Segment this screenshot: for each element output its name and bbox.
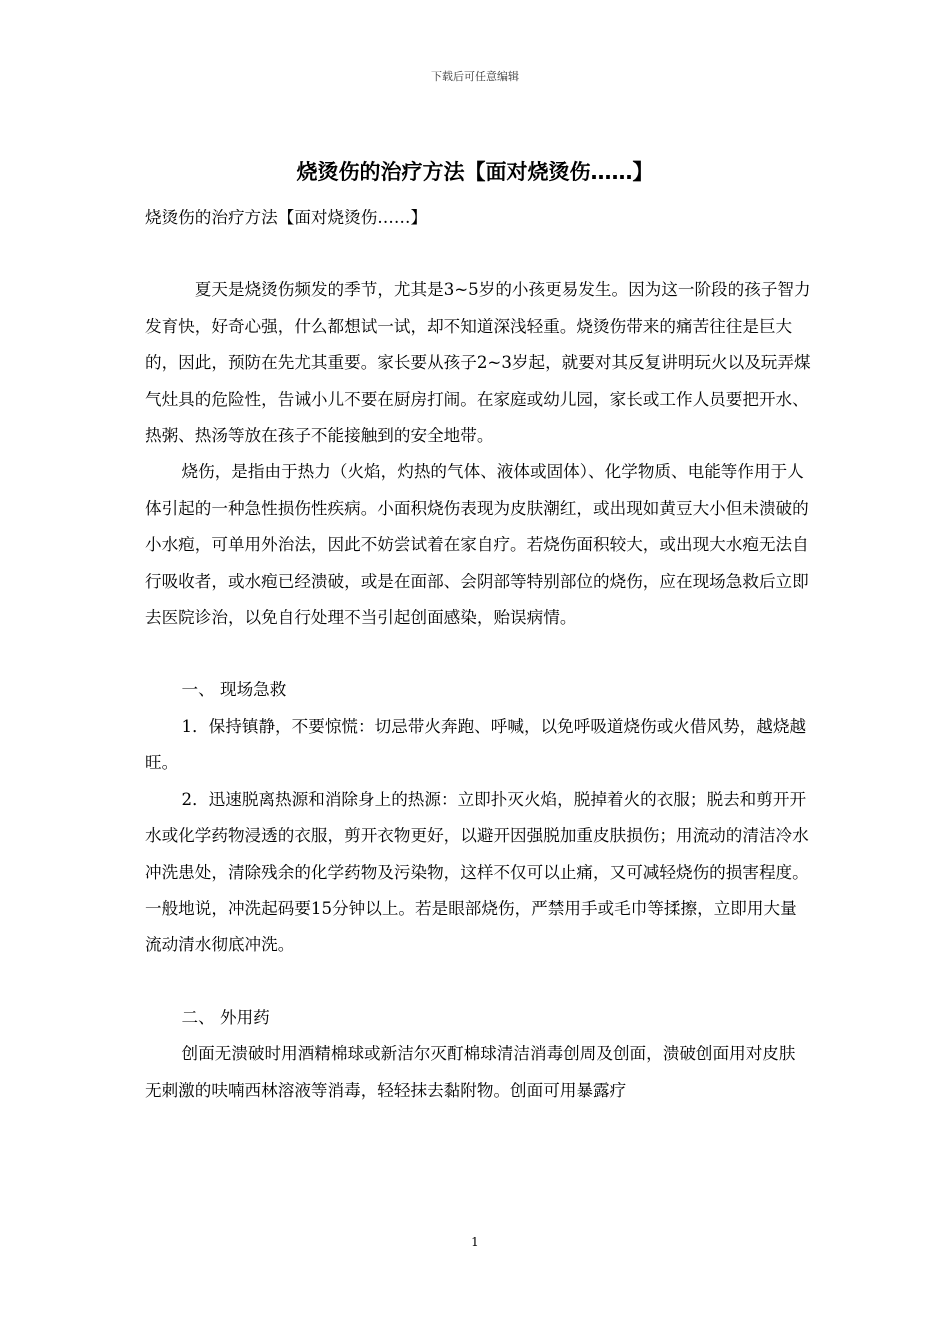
first-aid-item-2: 2．迅速脱离热源和消除身上的热源：立即扑灭火焰，脱掉着火的衣服；脱去和剪开开水或化学药物浸透的衣服，剪开衣物更好，以避开因强脱加重皮肤损伤；用流动的清洁冷水冲洗患处，清除残余的化学药物及污染物，这样不仅可以止痛，又可减轻烧伤的损害程度。一般地说，冲洗起码要15分钟以上。若是眼部烧伤，严禁用手或毛巾等揉擦，立即用大量流动清水彻底冲洗。 [145, 789, 809, 955]
document-title: 烧烫伤的治疗方法【面对烧烫伤……】 [296, 160, 654, 184]
external-medicine-text: 创面无溃破时用酒精棉球或新洁尔灭酊棉球清洁消毒创周及创面，溃破创面用对皮肤无刺激的呋喃西林溶液等消毒，轻轻抹去黏附物。创面可用暴露疗 [145, 1044, 796, 1100]
spacer [145, 964, 811, 1000]
paragraph-burn-definition: 烧伤，是指由于热力（火焰，灼热的气体、液体或固体）、化学物质、电能等作用于人体引起的一种急性损伤性疾病。小面积烧伤表现为皮肤潮红，或出现如黄豆大小但未溃破的小水疱，可单用外治法，因此不妨尝试着在家自疗。若烧伤面积较大，或出现大水疱无法自行吸收者，或水疱已经溃破，或是在面部、会阴部等特别部位的烧伤，应在现场急救后立即去医院诊治，以免自行处理不当引起创面感染，贻误病情。 [145, 462, 809, 628]
document-body [145, 200, 811, 1109]
first-aid-item-1: 1．保持镇静，不要惊慌：切忌带火奔跑、呼喊，以免呼吸道烧伤或火借风势，越烧越旺。 [145, 716, 807, 773]
spacer [145, 636, 811, 672]
page-header: 下载后可任意编辑 [431, 70, 519, 83]
section-heading-external-medicine: 二、 外用药 [181, 1007, 270, 1027]
section-heading-first-aid: 一、 现场急救 [181, 680, 287, 700]
document-subtitle: 烧烫伤的治疗方法【面对烧烫伤……】 [145, 208, 428, 227]
page-number: 1 [471, 1235, 479, 1249]
paragraph-intro: 夏天是烧烫伤频发的季节，尤其是3~5岁的小孩更易发生。因为这一阶段的孩子智力发育快，好奇心强，什么都想试一试，却不知道深浅轻重。烧烫伤带来的痛苦往往是巨大的，因此，预防在先尤其重要。家长要从孩子2~3岁起，就要对其反复讲明玩火以及玩弄煤气灶具的危险性，告诫小儿不要在厨房打闹。在家庭或幼儿园，家长或工作人员要把开水、热粥、热汤等放在孩子不能接触到的安全地带。 [145, 280, 811, 446]
